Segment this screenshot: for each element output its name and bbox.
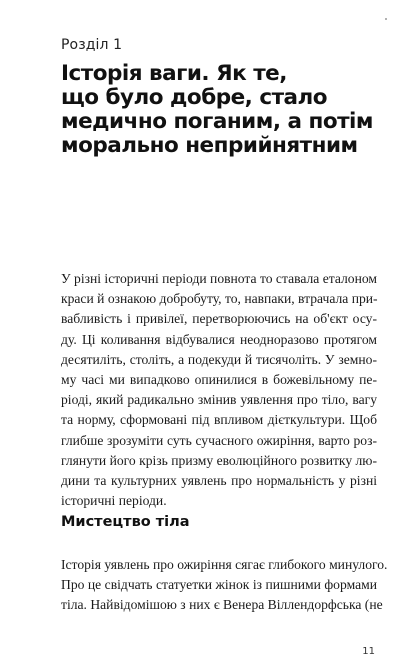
title-line: Історія ваги. Як те,	[61, 61, 287, 86]
text-line: У різні історичні періоди повнота то ставала еталоном	[61, 271, 377, 286]
text-line: тіла. Найвідомішою з них є Венера Віллендорфська (не	[61, 597, 383, 613]
text-line: ду. Ці коливання відбувалися неодноразово протягом	[61, 331, 377, 347]
text-line: Про це свідчать статуетки жінок із пишними формами	[61, 577, 377, 593]
text-line: глянути його крізь призму еволюційного розвитку лю-	[61, 452, 377, 468]
text-line: та норму, сформовані під впливом дієткультури. Щоб	[61, 412, 377, 428]
text-line: ріоді, який радикально змінив уявлення про тіло, вагу	[61, 392, 377, 408]
text-line: Історія уявлень про ожиріння сягає глибокого минулого.	[61, 557, 388, 572]
corner-mark	[385, 18, 387, 20]
title-line: морально неприйнятним	[61, 133, 358, 158]
section-paragraph	[61, 555, 388, 616]
page-number: 11	[362, 646, 375, 657]
text-line: краси й ознакою добробуту, то, навпаки, втрачала при-	[61, 291, 378, 307]
title-line: що було добре, стало	[61, 85, 328, 110]
text-line: му часі ми випадково опинилися в божевільному пе-	[61, 372, 377, 388]
text-line: вабливість і привілеї, перетворюючись на об'єкт осу-	[61, 311, 377, 327]
title-line: медично поганим, а потім	[61, 109, 373, 134]
text-line: десятиліть, століть, а подекуди й тисячоліть. У земно-	[61, 351, 377, 367]
text-line: глибше зрозуміти суть сучасного ожиріння, варто роз-	[61, 432, 377, 448]
text-line: історичні періоди.	[61, 493, 167, 509]
intro-paragraph	[61, 269, 377, 511]
section-heading: Мистецтво тіла	[61, 514, 190, 530]
chapter-title	[61, 62, 381, 158]
chapter-label: Розділ 1	[61, 37, 123, 53]
text-line: дини та культурних уявлень про нормальність у різні	[61, 473, 377, 489]
